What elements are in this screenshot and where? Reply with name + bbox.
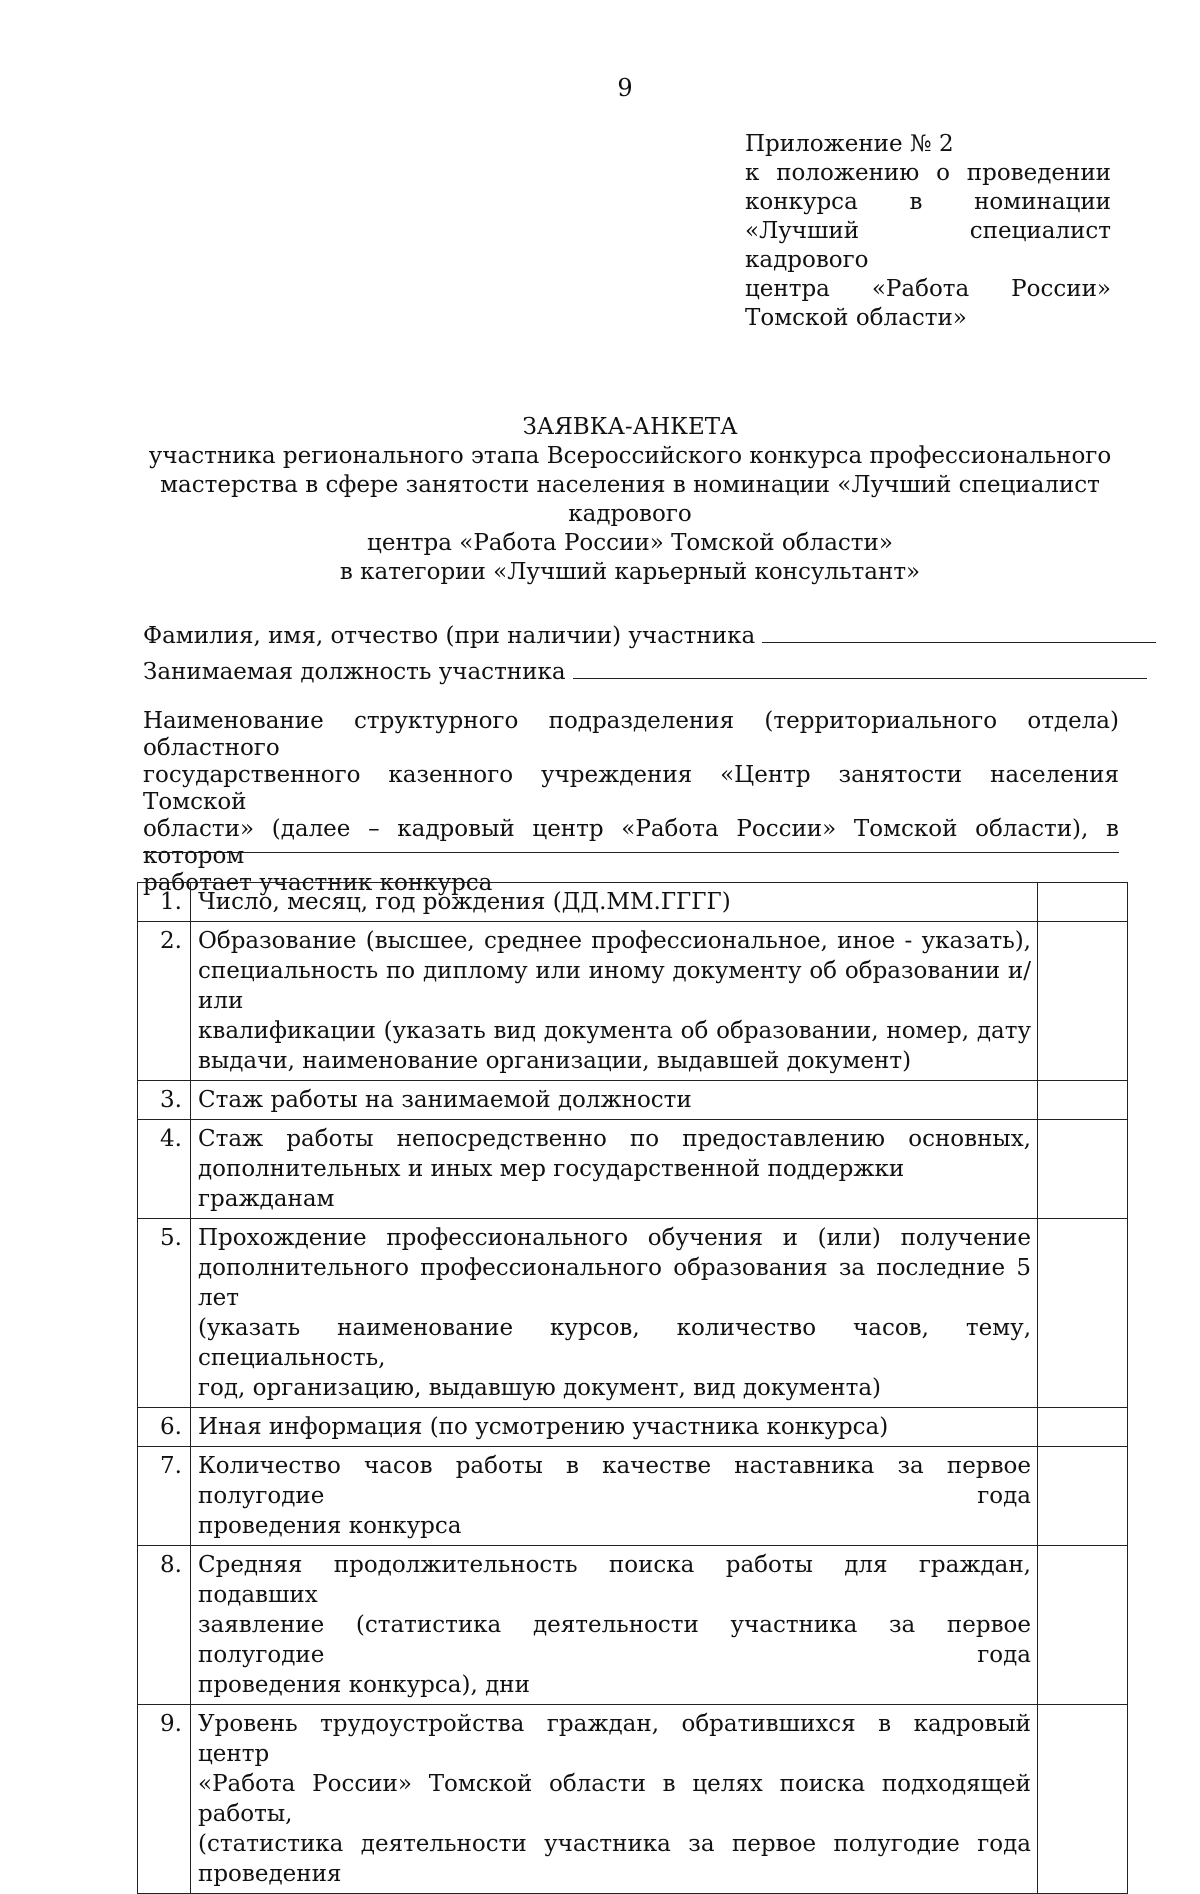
full-name-blank[interactable] bbox=[762, 622, 1156, 643]
row-text bbox=[191, 1219, 1038, 1408]
row-number: 5. bbox=[138, 1219, 191, 1408]
row-text-line: Число, месяц, год рождения (ДД.ММ.ГГГГ) bbox=[198, 889, 731, 915]
table-row bbox=[138, 1705, 1128, 1894]
row-text-line: дополнительного профессионального образования за последние 5 лет bbox=[198, 1255, 1031, 1311]
row-text-line: специальность по диплому или иному документу об образовании и/или bbox=[198, 958, 1031, 1014]
table-row bbox=[138, 1120, 1128, 1219]
table-row bbox=[138, 1546, 1128, 1705]
row-text-line: Прохождение профессионального обучения и (или) получение bbox=[198, 1225, 1031, 1251]
paragraph-line: Наименование структурного подразделения (территориального отдела) областного bbox=[143, 708, 1119, 761]
row-text bbox=[191, 1546, 1038, 1705]
row-text-line: Образование (высшее, среднее профессиональное, иное - указать), bbox=[198, 928, 1031, 954]
full-name-label: Фамилия, имя, отчество (при наличии) участника bbox=[143, 623, 756, 649]
row-number: 9. bbox=[138, 1705, 191, 1894]
table-row bbox=[138, 1447, 1128, 1546]
appendix-line: Приложение № 2 bbox=[745, 131, 954, 157]
row-number: 4. bbox=[138, 1120, 191, 1219]
paragraph-line: области» (далее – кадровый центр «Работа России» Томской области), в котором bbox=[143, 816, 1119, 869]
row-number: 1. bbox=[138, 883, 191, 922]
row-text-line: квалификации (указать вид документа об образовании, номер, дату bbox=[198, 1018, 1031, 1044]
row-text bbox=[191, 1408, 1038, 1447]
form-heading: ЗАЯВКА-АНКЕТА bbox=[522, 414, 738, 440]
appendix-header bbox=[745, 130, 1111, 333]
page-number: 9 bbox=[617, 74, 633, 102]
form-subtitle-line: участника регионального этапа Всероссийского конкурса профессионального bbox=[148, 443, 1112, 469]
row-text bbox=[191, 883, 1038, 922]
answer-cell[interactable] bbox=[1038, 1705, 1128, 1894]
row-text bbox=[191, 1447, 1038, 1546]
appendix-line: центра «Работа России» bbox=[745, 276, 1111, 302]
answer-cell[interactable] bbox=[1038, 1219, 1128, 1408]
form-subtitle-line: центра «Работа России» Томской области» bbox=[367, 530, 893, 556]
position-blank[interactable] bbox=[573, 658, 1147, 679]
position-label: Занимаемая должность участника bbox=[143, 659, 566, 685]
division-blank-line[interactable] bbox=[143, 852, 1119, 853]
row-text bbox=[191, 1120, 1038, 1219]
questionnaire-table bbox=[137, 882, 1128, 1894]
row-text-line: «Работа России» Томской области в целях поиска подходящей работы, bbox=[198, 1771, 1031, 1827]
appendix-line: Томской области» bbox=[745, 305, 967, 331]
form-subtitle-line: в категории «Лучший карьерный консультант» bbox=[339, 559, 921, 585]
row-text-line: проведения конкурса bbox=[198, 1513, 462, 1539]
answer-cell[interactable] bbox=[1038, 1081, 1128, 1120]
row-number: 6. bbox=[138, 1408, 191, 1447]
row-text-line: Стаж работы непосредственно по предоставлению основных, bbox=[198, 1126, 1031, 1152]
row-text-line: Средняя продолжительность поиска работы для граждан, подавших bbox=[198, 1552, 1031, 1608]
answer-cell[interactable] bbox=[1038, 883, 1128, 922]
table-row bbox=[138, 922, 1128, 1081]
paragraph-line: государственного казенного учреждения «Центр занятости населения Томской bbox=[143, 762, 1119, 815]
row-text-line: проведения конкурса), дни bbox=[198, 1672, 530, 1698]
answer-cell[interactable] bbox=[1038, 1408, 1128, 1447]
answer-cell[interactable] bbox=[1038, 922, 1128, 1081]
row-text-line: заявление (статистика деятельности участника за первое полугодие года bbox=[198, 1612, 1031, 1668]
row-text bbox=[191, 922, 1038, 1081]
appendix-line: конкурса в номинации bbox=[745, 189, 1111, 215]
full-name-field bbox=[143, 622, 1156, 651]
position-field bbox=[143, 658, 1147, 687]
row-text-line: год, организацию, выдавшую документ, вид документа) bbox=[198, 1375, 882, 1401]
row-number: 3. bbox=[138, 1081, 191, 1120]
table-row bbox=[138, 1408, 1128, 1447]
row-text-line: Иная информация (по усмотрению участника конкурса) bbox=[198, 1414, 889, 1440]
row-number: 8. bbox=[138, 1546, 191, 1705]
paragraph-line: работает участник конкурса bbox=[143, 870, 493, 896]
row-text-line: (указать наименование курсов, количество часов, тему, специальность, bbox=[198, 1315, 1031, 1371]
division-paragraph bbox=[143, 708, 1119, 897]
table-row bbox=[138, 1219, 1128, 1408]
answer-cell[interactable] bbox=[1038, 1546, 1128, 1705]
row-number: 2. bbox=[138, 922, 191, 1081]
row-text-line: выдачи, наименование организации, выдавшей документ) bbox=[198, 1048, 912, 1074]
form-subtitle-line: мастерства в сфере занятости населения в номинации «Лучший специалист кадрового bbox=[160, 472, 1100, 527]
answer-cell[interactable] bbox=[1038, 1447, 1128, 1546]
appendix-line: «Лучший специалист кадрового bbox=[745, 218, 1111, 273]
answer-cell[interactable] bbox=[1038, 1120, 1128, 1219]
row-text-line: Стаж работы на занимаемой должности bbox=[198, 1087, 692, 1113]
row-number: 7. bbox=[138, 1447, 191, 1546]
appendix-line: к положению о проведении bbox=[745, 160, 1111, 186]
row-text-line: дополнительных и иных мер государственной поддержки гражданам bbox=[198, 1156, 905, 1212]
row-text bbox=[191, 1705, 1038, 1894]
row-text-line: (статистика деятельности участника за первое полугодие года проведения bbox=[198, 1831, 1031, 1887]
row-text-line: Уровень трудоустройства граждан, обратившихся в кадровый центр bbox=[198, 1711, 1031, 1767]
form-title bbox=[130, 413, 1130, 587]
table-row bbox=[138, 1081, 1128, 1120]
row-text bbox=[191, 1081, 1038, 1120]
row-text-line: Количество часов работы в качестве наставника за первое полугодие года bbox=[198, 1453, 1031, 1509]
table-row bbox=[138, 883, 1128, 922]
